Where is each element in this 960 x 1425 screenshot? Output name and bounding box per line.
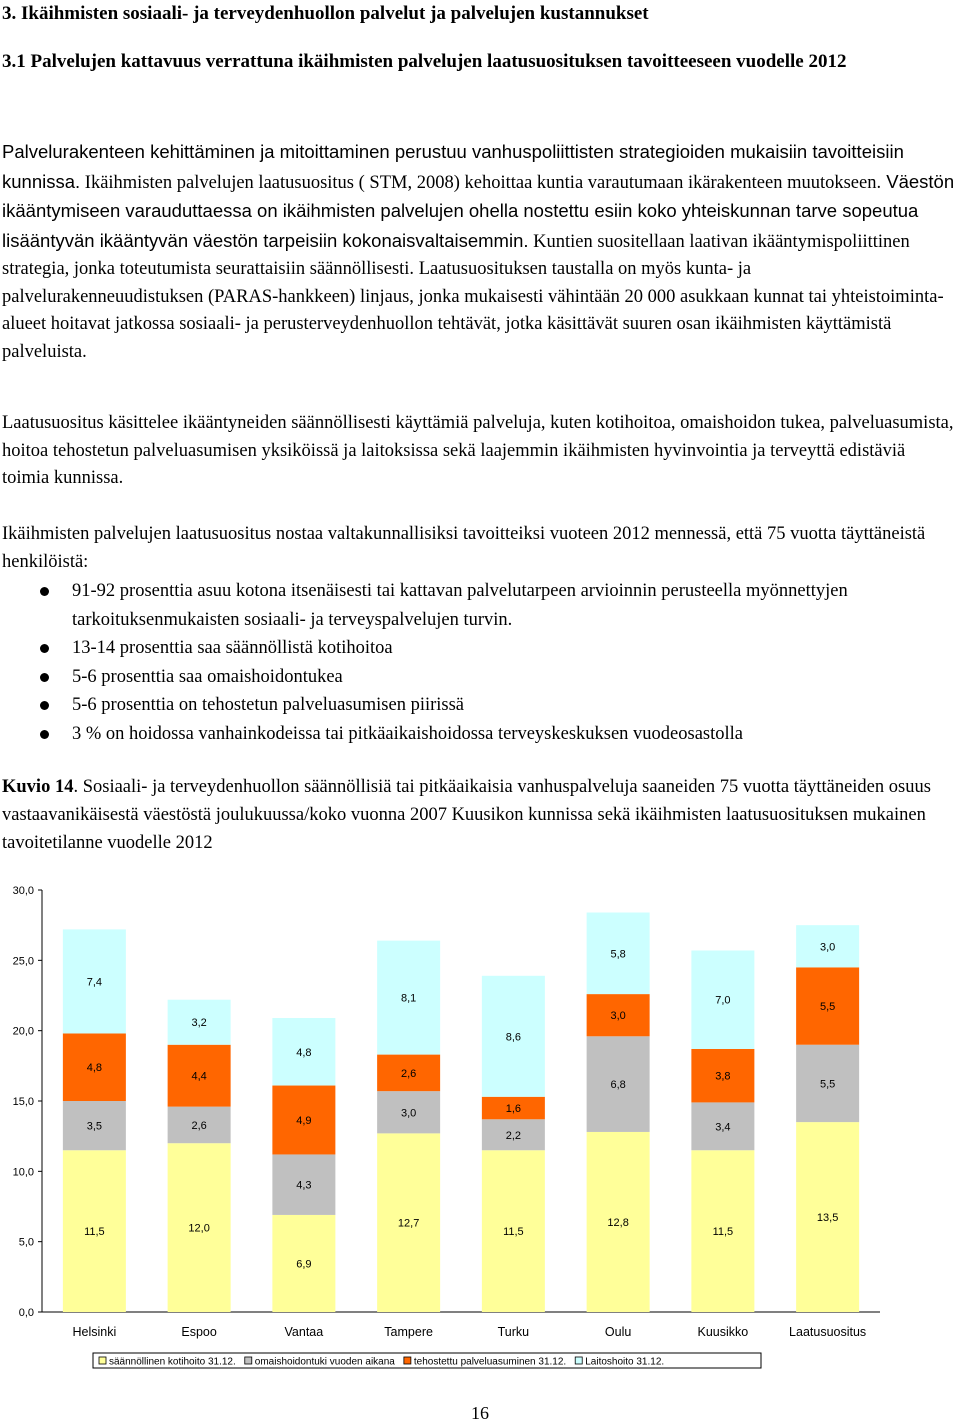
data-label: 4,8 <box>296 1046 312 1059</box>
paragraph-1-part-a: Palvelurakenteen kehittäminen ja mitoittaminen perustuu vanhuspoliittisten strategioiden mukaisiin tavoitteisiin kunnissa. <box>2 141 904 192</box>
data-label: 12,8 <box>607 1216 629 1229</box>
data-label: 3,4 <box>715 1121 731 1134</box>
list-item <box>0 691 960 720</box>
y-tick-label: 0,0 <box>18 1307 34 1319</box>
x-tick-label: Turku <box>497 1325 530 1339</box>
data-label: 11,5 <box>84 1226 105 1239</box>
paragraph-2: Laatusuositus käsittelee ikääntyneiden säännöllisesti käyttämiä palveluja, kuten kotihoitoa, omaishoidon tukea, palveluasumista, hoitoa tehostetun palveluasumisen yksiköissä ja laitoksissa sekä laajemmin ikäihmisten hyvinvointia ja terveyttä edistäviä toimia kunnissa. <box>2 413 954 488</box>
list-item-text: 5-6 prosenttia saa omaishoidontukea <box>72 666 343 687</box>
list-item-text: 91-92 prosenttia asuu kotona itsenäisesti tai kattavan palvelutarpeen arvioinnin perusteella myönnettyjen tarkoituksenmukaisten sosiaali- ja terveyspalvelujen turvin. <box>72 581 848 630</box>
x-tick-label: Kuusikko <box>697 1325 749 1339</box>
bullet-icon <box>40 673 49 682</box>
x-tick-label: Oulu <box>604 1325 632 1339</box>
legend-swatch <box>575 1357 582 1364</box>
data-label: 4,4 <box>191 1070 207 1083</box>
chart-bars <box>63 913 859 1312</box>
x-tick-label: Vantaa <box>284 1325 324 1339</box>
legend-swatch <box>245 1357 252 1364</box>
data-label: 11,5 <box>712 1226 734 1239</box>
figure-caption-text: . Sosiaali- ja terveydenhuollon säännöllisiä tai pitkäaikaisia vanhuspalveluja saaneiden 75 vuotta täyttäneiden osuus vastaavanikäisestä väestöstä joulukuussa/koko vuonna 2007 Kuusikon kunnissa sekä ikäihmisten laatusuosituksen mukainen tavoitetilanne vuodelle 2012 <box>2 777 931 853</box>
data-label: 2,6 <box>400 1067 417 1080</box>
target-list <box>0 577 960 748</box>
data-label: 13,5 <box>816 1212 839 1225</box>
chart-legend <box>93 1353 761 1368</box>
y-tick-label: 30,0 <box>12 885 34 897</box>
paragraph-1 <box>2 138 957 366</box>
data-label: 3,2 <box>191 1017 207 1030</box>
x-tick-label: Espoo <box>181 1325 217 1339</box>
subsection-heading: 3.1 Palvelujen kattavuus verrattuna ikäihmisten palvelujen laatusuosituksen tavoitteeseen vuodelle 2012 <box>2 51 847 72</box>
legend-label: tehostettu palveluasuminen 31.12. <box>413 1356 567 1368</box>
y-tick-label: 5,0 <box>18 1236 34 1249</box>
section-heading: 3. Ikäihmisten sosiaali- ja terveydenhuollon palvelut ja palvelujen kustannukset <box>2 3 649 24</box>
legend-swatch <box>99 1357 106 1364</box>
y-tick-label: 15,0 <box>12 1096 34 1108</box>
data-label: 7,4 <box>86 976 103 989</box>
data-label: 8,1 <box>400 992 417 1005</box>
legend-label: säännöllinen kotihoito 31.12. <box>109 1356 236 1368</box>
x-tick-label: Laatusuositus <box>789 1325 867 1339</box>
bullet-icon <box>40 587 49 596</box>
list-item <box>0 663 960 692</box>
paragraph-3: Ikäihmisten palvelujen laatusuositus nostaa valtakunnallisiksi tavoitteiksi vuoteen 2012 mennessä, että 75 vuotta täyttäneistä henkilöistä: <box>2 524 926 572</box>
data-label: 11,5 <box>503 1226 524 1239</box>
list-item <box>0 634 960 663</box>
data-label: 6,8 <box>610 1079 626 1092</box>
data-label: 6,9 <box>296 1258 312 1271</box>
bullet-icon <box>40 730 49 739</box>
data-label: 4,9 <box>296 1114 312 1127</box>
y-tick-label: 10,0 <box>12 1166 34 1179</box>
data-label: 3,8 <box>715 1070 731 1083</box>
y-tick-label: 20,0 <box>12 1025 34 1038</box>
legend-label: omaishoidontuki vuoden aikana <box>254 1356 395 1368</box>
data-label: 3,0 <box>819 941 836 954</box>
paragraph-1-part-b: Ikäihmisten palvelujen laatusuositus ( STM, 2008) kehoittaa kuntia varautumaan ikärakenteen muutokseen. <box>80 172 882 193</box>
stacked-bar-chart <box>0 875 960 1375</box>
bullet-icon <box>40 644 49 653</box>
figure-caption <box>2 773 957 857</box>
data-label: 2,2 <box>505 1129 522 1142</box>
data-label: 4,3 <box>296 1179 312 1192</box>
data-label: 12,7 <box>397 1217 420 1230</box>
data-label: 2,6 <box>191 1119 207 1132</box>
paragraph-1-part-e: Laatusuosituksen taustalla on myös kunta- ja palvelurakenneuudistuksen (PARAS-hankkeen) linjaus, jonka mukaisesti vähintään 20 000 asukkaan kunnat tai yhteistoiminta-alueet hoitavat jatkossa sosiaali- ja perusterveydenhuollon tehtävät, jotka käsittävät suuren osan ikäihmisten käyttämistä palveluista. <box>2 259 944 362</box>
data-label: 12,0 <box>188 1222 210 1235</box>
list-item-text: 5-6 prosenttia on tehostetun palveluasumisen piirissä <box>72 695 465 715</box>
figure-label: Kuvio 14 <box>2 777 74 797</box>
data-label: 5,5 <box>819 1078 836 1091</box>
list-item-text: 3 % on hoidossa vanhainkodeissa tai pitkäaikaishoidossa terveyskeskuksen vuodeosastolla <box>72 723 744 744</box>
data-label: 7,0 <box>715 994 731 1007</box>
data-label: 3,0 <box>610 1010 626 1023</box>
bullet-icon <box>40 701 49 710</box>
page-number: 16 <box>471 1403 489 1423</box>
data-label: 4,8 <box>86 1062 103 1075</box>
list-item-text: 13-14 prosenttia saa säännöllistä kotihoitoa <box>72 638 393 658</box>
data-label: 8,6 <box>505 1031 522 1044</box>
legend-swatch <box>404 1357 411 1364</box>
legend-label: Laitoshoito 31.12. <box>585 1356 665 1368</box>
paragraph-1-part-c: Väestön ikääntymiseen varauduttaessa on ikäihmisten palvelujen ohella nostettu esiin koko yhteiskunnan tarve sopeutua lisääntyvän ikääntyvän väestön tarpeisiin kokonaisvaltaisemmin. <box>2 170 955 251</box>
x-tick-label: Tampere <box>384 1325 433 1339</box>
data-label: 5,5 <box>819 1001 836 1014</box>
list-item <box>0 577 960 634</box>
x-tick-label: Helsinki <box>72 1325 117 1339</box>
data-label: 1,6 <box>505 1103 522 1116</box>
list-item <box>0 720 960 749</box>
y-tick-label: 25,0 <box>12 955 34 968</box>
data-label: 5,8 <box>610 948 626 961</box>
paragraph-1-part-d: Kuntien suositellaan laativan ikääntymispoliittinen strategia, jonka toteutumista seurattaisiin säännöllisesti. <box>2 231 910 279</box>
data-label: 3,0 <box>400 1107 417 1120</box>
data-label: 3,5 <box>86 1120 103 1133</box>
